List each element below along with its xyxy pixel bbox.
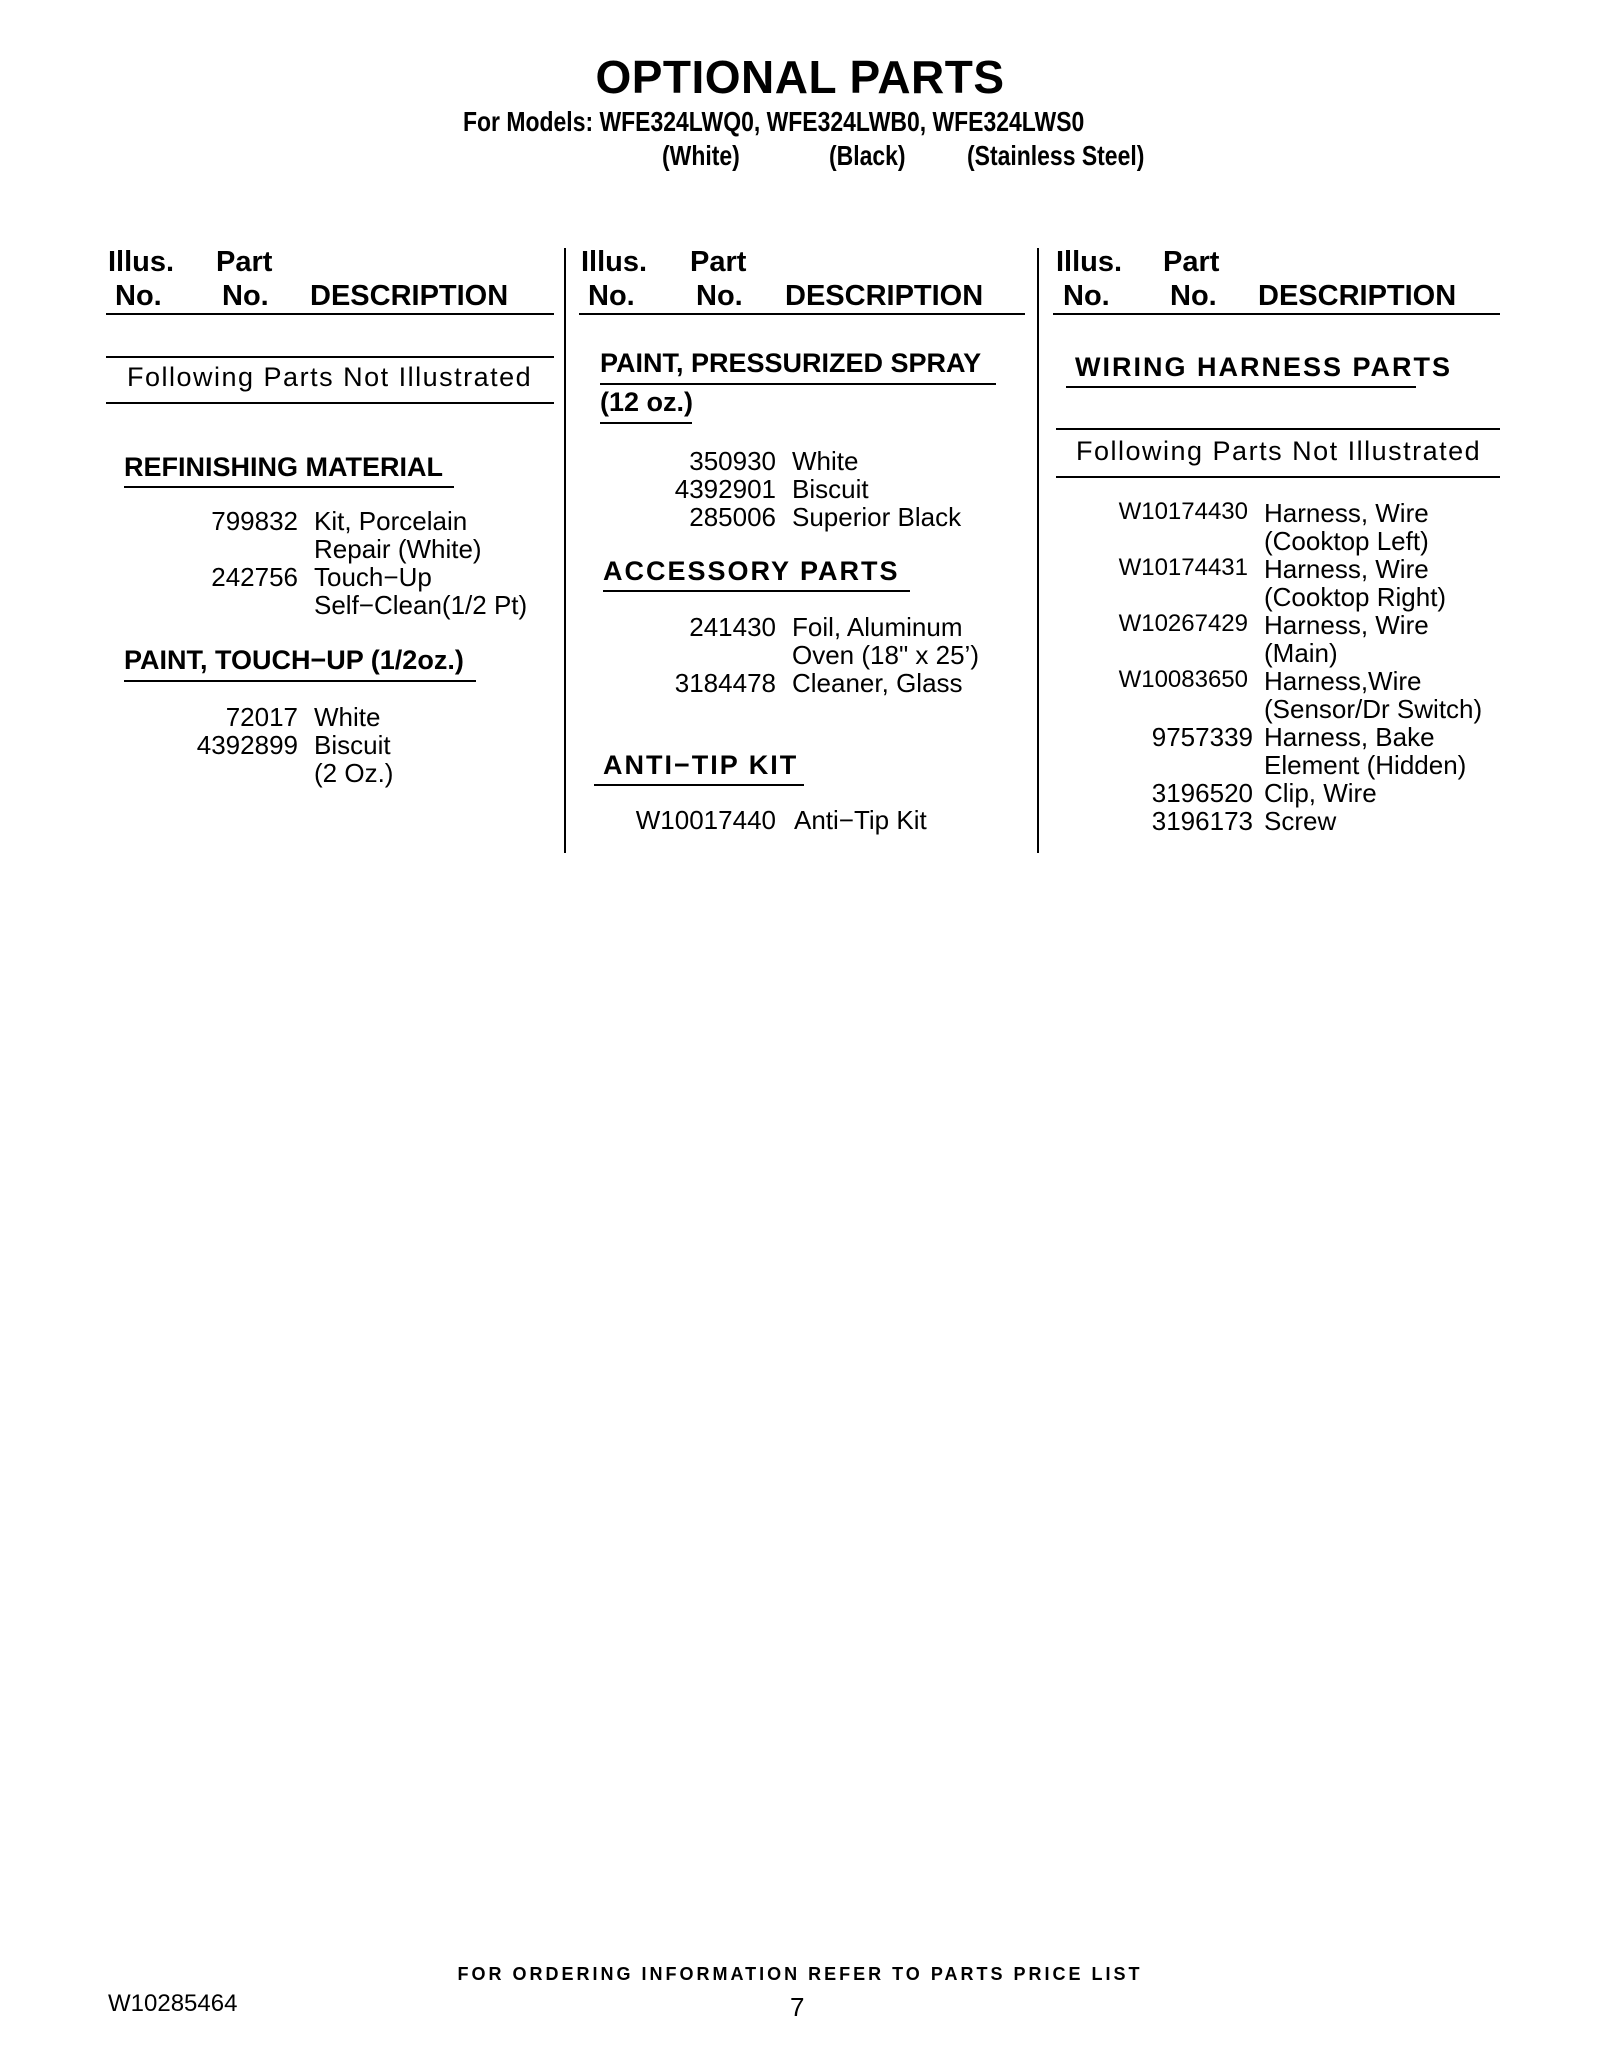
part-number: W10267429 [1118, 610, 1248, 637]
part-description: (2 Oz.) [314, 758, 394, 788]
part-description: Biscuit [792, 474, 869, 504]
part-number: 9757339 [1151, 722, 1253, 752]
not-illustrated-rule-bottom [1056, 476, 1500, 478]
page-title: OPTIONAL PARTS [595, 51, 1005, 103]
not-illustrated-label: Following Parts Not Illustrated [1076, 436, 1482, 466]
section-title-cont: (12 oz.) [600, 387, 694, 417]
part-description: Cleaner, Glass [792, 668, 963, 698]
section-underline [603, 590, 910, 592]
not-illustrated-rule-top [1056, 428, 1500, 430]
model-list: For Models: WFE324LWQ0, WFE324LWB0, WFE324LWS0 [463, 106, 1085, 137]
part-number: W10017440 [635, 805, 776, 835]
variant-stainless: (Stainless Steel) [967, 140, 1145, 171]
part-description: Harness, Bake [1264, 722, 1435, 752]
part-number: W10083650 [1118, 666, 1248, 693]
part-description: Screw [1264, 806, 1337, 836]
col-head-part-2: No. [1170, 280, 1217, 312]
part-number: 72017 [225, 702, 298, 732]
col-head-illus-1: Illus. [581, 246, 648, 278]
not-illustrated-label: Following Parts Not Illustrated [127, 362, 533, 392]
part-number: 285006 [689, 502, 776, 532]
part-description: White [792, 446, 859, 476]
part-number: 3196520 [1151, 778, 1253, 808]
section-title: PAINT, TOUCH−UP (1/2oz.) [124, 645, 464, 675]
col-head-part-1: Part [216, 246, 273, 278]
part-number: W10174431 [1118, 554, 1248, 581]
not-illustrated-rule-top [106, 356, 554, 358]
variant-black: (Black) [829, 140, 906, 171]
section-title: REFINISHING MATERIAL [124, 452, 443, 482]
section-title: WIRING HARNESS PARTS [1075, 352, 1453, 382]
part-description: Self−Clean(1/2 Pt) [314, 590, 528, 620]
part-description: White [314, 702, 381, 732]
part-description: Harness, Wire [1264, 610, 1429, 640]
col-head-illus-1: Illus. [1056, 246, 1123, 278]
part-description: Harness, Wire [1264, 498, 1429, 528]
section-underline [1066, 386, 1416, 388]
col-head-illus-2: No. [1063, 280, 1110, 312]
part-number: 4392899 [196, 730, 298, 760]
section-underline [594, 784, 804, 786]
header-rule [1053, 313, 1500, 315]
part-description: Clip, Wire [1264, 778, 1377, 808]
header-rule [106, 313, 554, 315]
section-underline [600, 383, 996, 385]
col-head-part-1: Part [690, 246, 747, 278]
section-underline [124, 680, 476, 682]
column-divider [564, 248, 566, 853]
not-illustrated-rule-bottom [106, 402, 554, 404]
part-description: Harness, Wire [1264, 554, 1429, 584]
col-head-illus-2: No. [588, 280, 635, 312]
section-underline [600, 422, 692, 424]
col-head-illus-2: No. [115, 280, 162, 312]
col-head-description: DESCRIPTION [1258, 280, 1457, 312]
part-number: 350930 [689, 446, 776, 476]
part-description: Element (Hidden) [1264, 750, 1467, 780]
part-number: W10174430 [1118, 498, 1248, 525]
variant-white: (White) [662, 140, 740, 171]
section-title: ACCESSORY PARTS [603, 556, 900, 586]
col-head-description: DESCRIPTION [310, 280, 509, 312]
part-number: 3196173 [1151, 806, 1253, 836]
page-number: 7 [790, 1992, 805, 2022]
part-description: Kit, Porcelain [314, 506, 468, 536]
part-number: 799832 [211, 506, 298, 536]
part-description: Biscuit [314, 730, 391, 760]
part-description: (Cooktop Left) [1264, 526, 1429, 556]
part-description: Harness,Wire [1264, 666, 1422, 696]
col-head-part-1: Part [1163, 246, 1220, 278]
document-number: W10285464 [108, 1990, 238, 2017]
part-description: Touch−Up [314, 562, 432, 592]
part-number: 242756 [211, 562, 298, 592]
section-underline [124, 486, 454, 488]
col-head-part-2: No. [696, 280, 743, 312]
part-number: 241430 [689, 612, 776, 642]
part-description: (Cooktop Right) [1264, 582, 1447, 612]
part-description: Oven (18" x 25’) [792, 640, 979, 670]
col-head-description: DESCRIPTION [785, 280, 984, 312]
part-description: Foil, Aluminum [792, 612, 963, 642]
part-description: Repair (White) [314, 534, 482, 564]
section-title: ANTI−TIP KIT [603, 750, 799, 780]
part-description: Anti−Tip Kit [794, 805, 927, 835]
col-head-part-2: No. [222, 280, 269, 312]
part-description: (Main) [1264, 638, 1338, 668]
header-rule [579, 313, 1025, 315]
part-description: Superior Black [792, 502, 962, 532]
section-title: PAINT, PRESSURIZED SPRAY [600, 348, 982, 378]
ordering-note: FOR ORDERING INFORMATION REFER TO PARTS PRICE LIST [457, 1964, 1143, 1984]
part-description: (Sensor/Dr Switch) [1264, 694, 1483, 724]
part-number: 3184478 [674, 668, 776, 698]
part-number: 4392901 [674, 474, 776, 504]
column-divider [1037, 248, 1039, 853]
col-head-illus-1: Illus. [108, 246, 175, 278]
